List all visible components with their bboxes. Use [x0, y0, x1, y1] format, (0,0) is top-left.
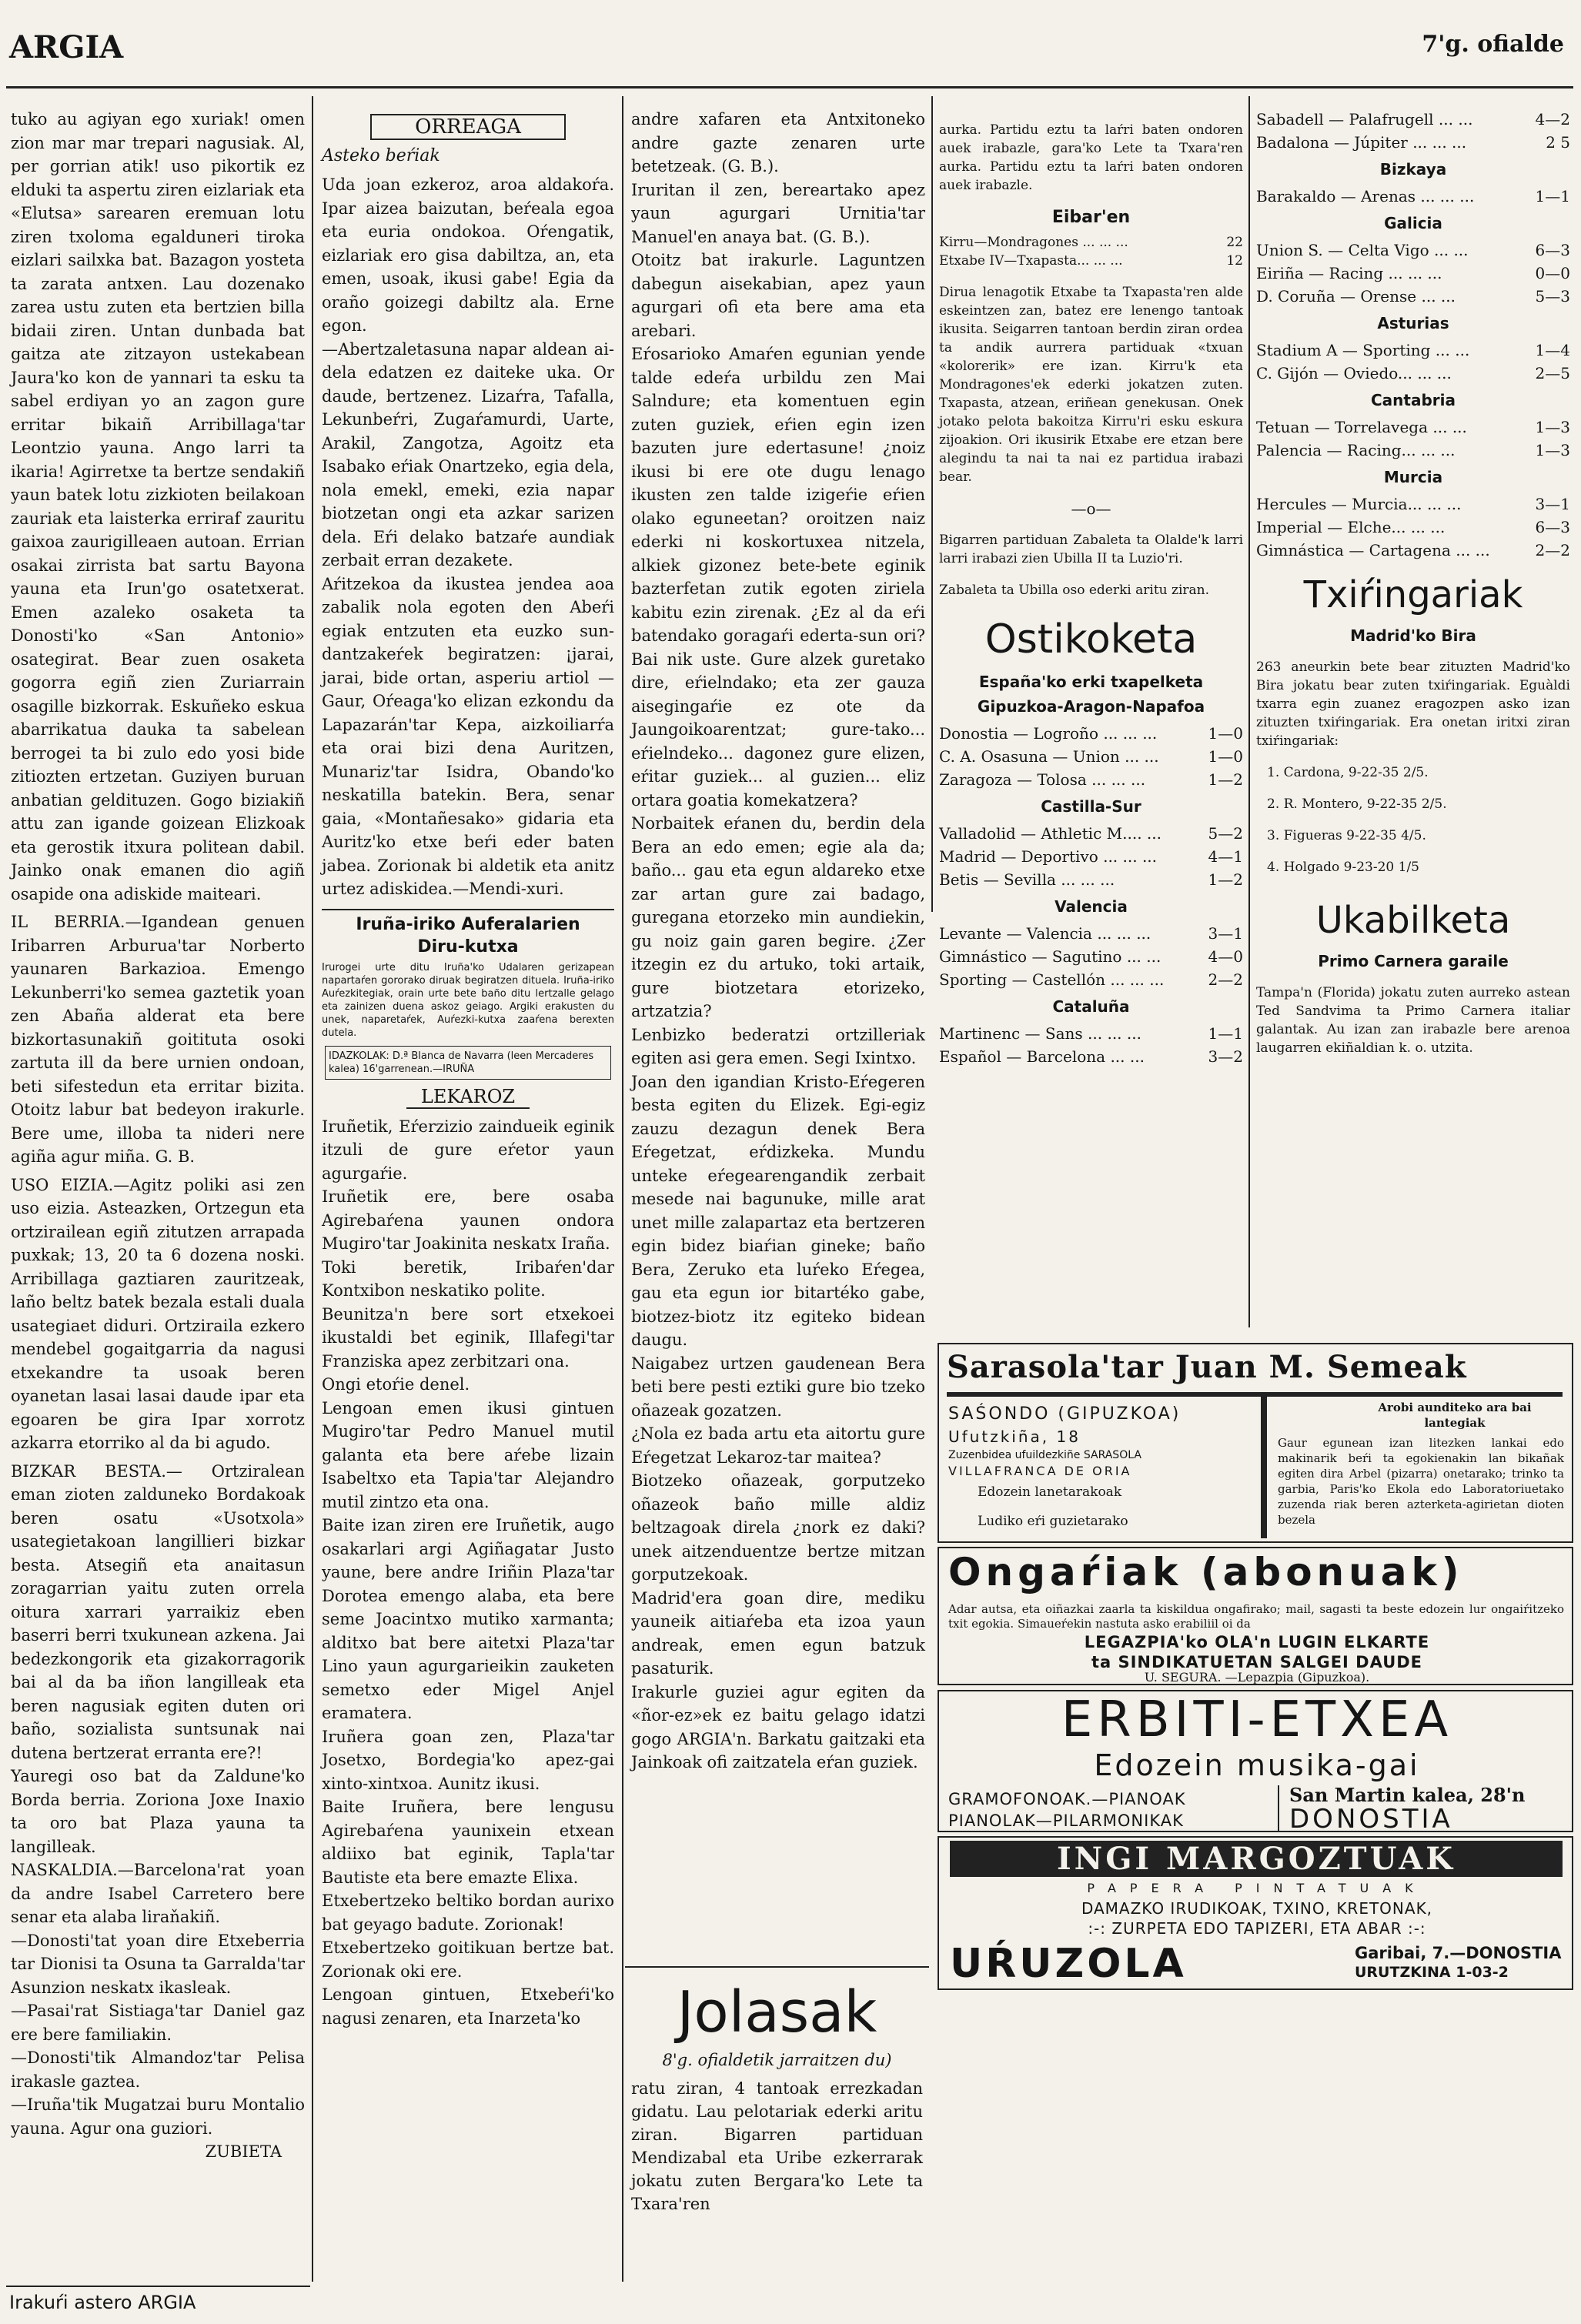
- ad-title: Sarasola'tar Juan M. Semeak: [947, 1349, 1467, 1385]
- ad-text: Zuzenbidea ufuildezkiñe SARASOLA: [948, 1449, 1141, 1461]
- article-paragraph: —Abertzaletasuna napar aldean ai-dela edatzen ez daiteke uka. Or daude, bertzenez. Lizaŕra, Tafalla, Lekunbeŕri, Zugaŕamurdi, Uarte, Arakil, Zangotza, Agoitz eta Isabako eŕiak Onartzeko, egia dela, nola emekl, emeki, ezia napar biotzetan ongi eta azkar sarizen dela. Eŕi delako batzaŕe aundiak zerbait erran dezakete.: [322, 339, 614, 569]
- article-paragraph: Naigabez urtzen gaudenean Bera beti bere pesti eztiki gure bio tzeko oñazeak gozatzen.: [631, 1354, 925, 1420]
- section-title: Eibar'en: [1051, 208, 1131, 227]
- result-row: Eiriña — Racing ... ... ... 0—0: [1256, 264, 1570, 282]
- box-title: Iruña-iriko Auferalarien: [356, 914, 580, 934]
- group-title: Gipuzkoa-Aragon-Napafoa: [977, 697, 1205, 716]
- article-paragraph: Baite izan ziren ere Iruñetik, augo osakarlari argi Agiñagatar Justo yaune, bere andre Iriñin Plaza'tar Dorotea emengo alaba, eta bere seme Joacintxo mutiko xarmanta; alditxo bat bere aitetxi Plaza'tar Lino yaun agurgarieikin zauketen semetxo eder Migel Anjel eramatera.: [322, 1516, 614, 1722]
- ad-text: Gaur egunean izan litezken lankai edo makinarik beŕi ta egokienakin lan bikañak egiten dira Arbel (pizarra) onetarako; trinko ta garbia, Paris'ko Ekola edo Laboratoriuetako zuzenda riak beren azterketa-agirietan dioten bezela: [1278, 1436, 1564, 1527]
- ad-text: Edozein lanetarakoak: [978, 1484, 1122, 1500]
- group-title: Galicia: [1384, 214, 1442, 232]
- result-row: Zaragoza — Tolosa ... ... ... 1—2: [939, 770, 1243, 789]
- column-rule: [931, 96, 933, 912]
- result-row: Kirru—Mondragones ... ... ... 22: [939, 235, 1243, 250]
- article-paragraph: Iruñetik, Eŕerzizio zaindueik eginik itzuli de gure eŕetor yaun agurgaŕie.: [322, 1117, 614, 1183]
- ad-sarasola: [938, 1343, 1573, 1543]
- section-title: Jolasak: [677, 1979, 877, 2045]
- article-paragraph: ratu ziran, 4 tantoak errezkadan gidatu. Lau pelotariak ederki aritu ziran. Bigarren partiduan Mendizabal eta Uribe ezkerrarak jokatu zuten Bergara'ko Lete ta Txara'ren: [631, 2079, 923, 2213]
- group-title: Castilla-Sur: [1041, 797, 1141, 816]
- article-paragraph: USO EIZIA.—Agitz poliki asi zen uso eizia. Asteazken, Ortzegun eta ortzirailean egiñ zitutzen arrapada puxkak; 13, 20 ta 6 dozena noski. Arribillaga gaztiaren zauritzeak, laño beltz batek bezala estali duala usategiaet diduri. Ortziraila ezkero mendebel gogaitgarria da nagusi etxekandre ta usoak beren oyanetan lasai lasai daude ipar eta egoaren be gira Ipar xorrotz azkarra etorriko al da bi agudo.: [11, 1175, 305, 1452]
- section-subtitle: Primo Carnera garaile: [1318, 952, 1509, 970]
- ad-ongariak: [938, 1547, 1573, 1685]
- article-paragraph: aurka. Partidu eztu ta laŕri baten ondoren auek irabazle, gara'ko Lete ta Txara'ren aurka. Partidu eztu ta laŕri baten ondoren auek irabazle.: [939, 122, 1243, 193]
- column-rule: [312, 96, 313, 2282]
- article-paragraph: Bigarren partiduan Zabaleta ta Olalde'k larri larri irabazi zien Ubilla II ta Luzio'ri.: [939, 533, 1243, 566]
- article-paragraph: ¿Nola ez bada artu eta aitortu gure Eŕegetzat Lekaroz-tar maitea?: [631, 1424, 925, 1467]
- article-paragraph: BIZKAR BESTA.— Ortziralean eman zioten zalduneko Bordakoak beren osatu «Usotxola» usategietakoan langillieri bizkar besta. Atsegiñ eta anaitasun zoragarrian yaitu zuten orrela oitura xarrari yarraikiz eben baserri berri txukunean azkena. Jai bedezkongorik eta gizakorragorik bai al da ba iñon langilleak eta beren nagusiak egiten duten ori baño, sozialista suntsunak nai dutena bertzerat erranta ere?!: [11, 1461, 305, 1762]
- ad-text: SAŚONDO (GIPUZKOA): [948, 1404, 1182, 1424]
- article-paragraph: —Donosti'tat yoan dire Etxeberria tar Dionisi ta Osuna ta Garralda'tar Asunzion neskatx ikasleak.: [11, 1931, 305, 1997]
- result-row: Valladolid — Athletic M.... ... 5—2: [939, 824, 1243, 843]
- article-paragraph: Etxebertzeko beltiko bordan aurixo bat geyago badute. Zorionak!: [322, 1892, 614, 1934]
- section-title: Ostikoketa: [984, 616, 1198, 663]
- ad-text: Garibai, 7.—DONOSTIA: [1355, 1944, 1562, 1962]
- ranking-item: 1. Cardona, 9-22-35 2/5.: [1267, 765, 1429, 780]
- article-paragraph: Lengoan gintuen, Etxebeŕi'ko nagusi zenaren, eta Inarzeta'ko: [322, 1985, 614, 2028]
- result-row: Tetuan — Torrelavega ... ... 1—3: [1256, 418, 1570, 436]
- article-paragraph: Iruñetik ere, bere osaba Agirebaŕena yaunen ondora Mugiro'tar Joakinita neskatx Iraña.: [322, 1187, 614, 1253]
- ad-text: PIANOLAK—PILARMONIKAK: [948, 1811, 1184, 1830]
- article-paragraph: Lengoan emen ikusi gintuen Mugiro'tar Pedro Manuel mutil galanta eta bere aŕebe lizain Isabeltxo eta Tapia'tar Alejandro mutil zintzo eta ona.: [322, 1398, 614, 1511]
- ranking-item: 3. Figueras 9-22-35 4/5.: [1267, 828, 1426, 843]
- ad-erbiti: [938, 1690, 1573, 1835]
- column-1: [11, 108, 305, 2270]
- ad-text: Ludiko eŕi guzietarako: [978, 1514, 1128, 1529]
- article-paragraph: Yauregi oso bat da Zaldune'ko Borda berria. Zoriona Joxe Inaxio ta oro bat Plaza yauna ta langilleak.: [11, 1767, 305, 1856]
- article-paragraph: Eŕosarioko Amaŕen egunian yende talde edeŕa urbildu zen Mai Salndure; eta komentuen egin zuten guziek, eŕien egin izen bazuten jure edertasune! ¿noiz ikusi bi ere ote dugu lenago ikusten zen talde izigeŕie eŕien olako eguneetan? oroitzen naiz ederki ni koskortuxea nitzela, alkiek gizonez bete-bete eginik bazterfetan zutik egoten ziriela kabitu ezin zirenak. ¿Ez al da eŕi batendako goragaŕi ederta-sun ori? Bai nik uste. Gure alzek guretako dire, eŕielndako; eta zer gauza aisegingaŕie ez ote da Jaungoikoarentzat; gure-tako... eŕielndeko... dagonez gure elizen, eŕitar guziek... al guzien... eliz ortara goatia komekatzera?: [631, 345, 925, 810]
- article-paragraph: Biotzeko oñazeak, gorputzeko oñazeok baño mille aldiz beltzagoak direla ¿nork ez daki? unek aitzenduentze bertze mitzan gorputzekoak.: [631, 1471, 925, 1584]
- article-paragraph: tuko au agiyan ego xuriak! omen zion mar mar trepari nagusiak. Al, per gorrian atik! uso pikortik ez elduki ta aspertu ziren eizlariak eta «Elutsa» sarearen eremuan lotu ziren txoloma egalduneri tiroka eizlari sailxka bat. Bazagon yosteta ta zarata antxen. Lau dozenako zarea ustu zuten eta bertzien billa bidaii ziren. Untan dunbada bat gaitza ate zitzayon ustekabean Jaura'ko kon de yannari ta esku ta sabel erdiyan yo an zagon gure erritar bikaiñ Arribillaga'tar Leontzio yauna. Ango larri ta ikaria! Agirretxe ta bertze sendakiñ yaun batek lotu zizkioten beilakoan zauriak eta laisterka erriraf zauritu gaixoa zaurigilleaen autoan. Errian osakai zirrista bat sartu Bayona yauna eta Irun'go osatetxerat. Emen azaleko osaketa ta Donosti'ko «San Antonio» osategirat. Bear zuen osaketa gogorra egiñ zien Zuriarrain osagille bizkorrak. Eskuñeko eskua abarrikatua dauka ta sabelean berrogei ta bi zulo edo yosi bide zitiozten ertzetan. Guziyen buruan anbatian geldituzen. Gogo biziakiñ attu zan igande goizean Elizkoak eta gerostik itxura politean dabil. Jainko onak emanen dio agiñ osapide ona adiskide maiteari.: [11, 110, 305, 903]
- result-row: Imperial — Elche... ... ... 6—3: [1256, 518, 1570, 536]
- result-row: Badalona — Júpiter ... ... ... 2 5: [1256, 133, 1570, 152]
- box-text: Irurogei urte ditu Iruña'ko Udalaren gerizapean napartaŕen gororako diruak begiratzen dituela. Iruña-iriko Auŕezkitegiak, orain urte bete baño ditu lertzalle gelago eta zainizen duena askoz geiago. Argiki erakusten du unek, naparetaŕek, Auŕezki-kutxa zaaŕena berexten dutela.: [322, 961, 614, 1039]
- article-paragraph: Beunitza'n bere sort etxekoei ikustaldi bet eginik, Illafegi'tar Franziska apez zerbitzari ona.: [322, 1304, 614, 1371]
- article-paragraph: —Donosti'tik Almandoz'tar Pelisa irakasle gaztea.: [11, 2049, 305, 2091]
- article-subtitle: Asteko beŕiak: [322, 146, 440, 165]
- article-signature: ZUBIETA: [205, 2142, 282, 2161]
- section-title: Txiŕingariak: [1303, 573, 1523, 616]
- article-paragraph: Toki beretik, Iribaŕen'dar Kontxibon neskatiko polite.: [322, 1257, 614, 1300]
- column-4: aurka. Partidu eztu ta laŕri baten ondoren auek irabazle, gara'ko Lete ta Txara'ren aurka. Partidu eztu ta laŕri baten ondoren auek irabazle. Eibar'en Kirru—Mondragones ... ... ... 22 Etxabe IV—Txapasta... ... ... 12 Dirua lenagotik Etxabe ta Txapasta'ren alde eskeintzen zan, batez ere lenengo tantoak ikusita. Seigarren tantoan berdin ziran ordea ta andik aurrera partiduak «txuan «kolorerik» ere izan. Kirru'k eta Mondragones'ek ederki jokatzen zuten. Txapasta, atzean, eriñean genekusan. Onek jotako pelota bakoitza Kirru'ri esku eskura zijoakion. Ori ikusirik Etxabe ere etzan bere alegindu ta nai ta nai ez partidua irabazi bear. —o— Bigarren partiduan Zabaleta ta Olalde'k larri larri irabazi zien Ubilla II ta Luzio'ri. Zabaleta ta Ubilla oso ederki aritu ziran. Ostikoketa España'ko erki txapelketa Gipuzkoa-Aragon-Napafoa Donostia — Logroño ... ... ... 1—0 C. A. Osasuna — Union ... ... 1—0 Zaragoza — Tolosa ... ... ... 1—2 Castilla-Sur Valladolid — Athletic M.... ... 5—2 Madrid — Deportivo ... ... ... 4—1 Betis — Sevilla ... ... ... 1—2 Valencia Levante — Valencia ... ... ... 3—1 Gimnástico — Sagutino ... ... 4—0 Sporting — Castellón ... ... ... 2—2 Cataluña Martinenc — Sans ... ... ... 1—1 Español — Barcelona ... ... 3—2: [939, 108, 1243, 916]
- article-paragraph: Otoitz bat irakurle. Laguntzen dabegun aisekabian, apez yaun agurgari ofi eta bere ama eta arebari.: [631, 251, 925, 340]
- ad-name: UŔUZOLA: [950, 1941, 1187, 1987]
- ad-text: San Martin kalea, 28'n: [1289, 1784, 1526, 1806]
- ad-subtitle: Arobi aunditeko ara bai lantegiak: [1378, 1401, 1532, 1430]
- ad-text: Ufutzkiña, 18: [948, 1427, 1081, 1446]
- column-rule: [1248, 96, 1250, 1327]
- group-title: Bizkaya: [1379, 160, 1447, 179]
- article-paragraph: Norbaitek eŕanen du, berdin dela Bera an edo emen; egie ala da; baño... gau eta egun aldareko etxe zar artan gure zai badago, guregana etorzeko min aundiekin, gu noiz gain garen begire. ¿Zer itzegin ez du artuko, toki artaik, gure biotzetara etorizeko, artzatzia?: [631, 814, 925, 1020]
- ad-text: LEGAZPIA'ko OLA'n LUGIN ELKARTE: [1084, 1633, 1430, 1651]
- article-paragraph: Uda joan ezkeroz, aroa aldakoŕa. Ipar aizea baizutan, beŕeala egoa eta euria ondokoa. Oŕengatik, eizlariak ero gisa dabiltza, an, eta emen, usoak, ikusi gabe! Egia da oraño goizegi dabiltz ala. Erne egon.: [322, 175, 614, 335]
- section-subtitle: 8'g. ofialdetik jarraitzen du): [662, 2051, 892, 2069]
- ad-title: ERBITI-ETXEA: [1061, 1691, 1453, 1748]
- ad-text: URUTZKINA 1-03-2: [1355, 1964, 1509, 1981]
- article-paragraph: Iruritan il zen, bereartako apez yaun agurgari Urnitia'tar Manuel'en anaya bat. (G. B.).: [631, 180, 925, 246]
- ad-text: DONOSTIA: [1289, 1804, 1453, 1835]
- result-row: C. A. Osasuna — Union ... ... 1—0: [939, 747, 1243, 766]
- article-paragraph: Ongi etoŕie denel.: [322, 1375, 470, 1394]
- result-row: Palencia — Racing... ... ... 1—3: [1256, 441, 1570, 459]
- article-paragraph: Iruñera goan zen, Plaza'tar Josetxo, Bordegia'ko apez-gai xinto-xintxoa. Aunitz ikusi.: [322, 1727, 614, 1793]
- result-row: Español — Barcelona ... ... 3—2: [939, 1047, 1243, 1066]
- ad-text: GRAMOFONOAK.—PIANOAK: [948, 1790, 1186, 1808]
- jolasak-section: [625, 1966, 929, 2239]
- article-paragraph: —Pasai'rat Sistiaga'tar Daniel gaz ere bere familiakin.: [11, 2002, 305, 2044]
- result-row: Sporting — Castellón ... ... ... 2—2: [939, 970, 1243, 989]
- column-5: [1256, 108, 1570, 1339]
- group-title: Asturias: [1377, 314, 1449, 332]
- result-row: Etxabe IV—Txapasta... ... ... 12: [939, 253, 1243, 269]
- column-3: [631, 108, 925, 2286]
- footer-text: Irakuŕi astero ARGIA: [9, 2292, 196, 2313]
- masthead-left: ARGIA: [9, 29, 124, 65]
- ad-uruzola: [938, 1836, 1573, 1990]
- result-row: Gimnástica — Cartagena ... ... 2—2: [1256, 541, 1570, 559]
- ad-text: Adar autsa, eta oiñazkai zaarla ta kiskildua ongafirako; mail, sagasti ta beste edozein lur ongaiŕitzeko txit egokia. Simaueŕekin nastuta asko erabiliil oi da: [948, 1602, 1564, 1631]
- result-row: Union S. — Celta Vigo ... ... 6—3: [1256, 241, 1570, 259]
- footer-rule: [6, 2286, 310, 2287]
- article-paragraph: —Iruña'tik Mugatzai buru Montalio yauna. Agur ona guziori.: [11, 2095, 305, 2138]
- article-paragraph: Dirua lenagotik Etxabe ta Txapasta'ren alde eskeintzen zan, batez ere lenengo tantoak ikusita. Seigarren tantoan berdin ziran ordea ta andik aurrera partiduak «txuan «kolorerik» ere izan. Kirru'k eta Mondragones'ek ederki jokatzen zuten. Txapasta, atzean, eriñean genekusan. Onek jotako pelota bakoitza Kirru'ri esku eskura zijoakion. Ori ikusirik Etxabe ere etzan bere alegindu ta nai ta nai ez partidua irabazi bear.: [939, 285, 1243, 485]
- result-row: Donostia — Logroño ... ... ... 1—0: [939, 724, 1243, 743]
- result-row: Gimnástico — Sagutino ... ... 4—0: [939, 947, 1243, 966]
- article-paragraph: Aŕitzekoa da ikustea jendea aoa zabalik nola egoten den Abeŕi egiak entzuten eta euzko sun-dantzakeŕek begiratzen: ¡jarai, jarai, bide ortan, asperiu artiol —Gaur, Oŕeaga'ko elizan ezkondu da Lapazarán'tar Kepa, aizkoiliarŕa eta orai bizi dena Auritzen, Munariz'tar Isidra, Obando'ko neskatilla batekin. Bera, senar gaia, «Montañesako» gidaria eta Auritz'ko etxe beŕi eder baten jabea. Zorionak bi aldetik eta anitz urtez adiskidea.—Mendi-xuri.: [322, 574, 614, 898]
- column-rule: [622, 96, 623, 2282]
- column-2: [322, 108, 614, 2286]
- article-paragraph: Zabaleta ta Ubilla oso ederki aritu ziran.: [939, 583, 1210, 598]
- result-row: Betis — Sevilla ... ... ... 1—2: [939, 870, 1243, 889]
- section-title: Ukabilketa: [1315, 899, 1511, 942]
- ad-title: INGI MARGOZTUAK: [950, 1841, 1563, 1877]
- article-paragraph: Tampa'n (Florida) jokatu zuten aurreko astean Ted Sandvima ta Primo Carnera italiar galantak. Au izan zan irabazle bere arenoa laugarren ekiñaldian k. o. utzita.: [1256, 985, 1570, 1056]
- result-row: Hercules — Murcia... ... ... 3—1: [1256, 495, 1570, 513]
- article-paragraph: NASKALDIA.—Barcelona'rat yoan da andre Isabel Carretero bere senar eta alaba liraňakiñ.: [11, 1861, 305, 1926]
- group-title: Valencia: [1055, 897, 1128, 916]
- ad-title: Ongaŕiak (abonuak): [948, 1550, 1464, 1594]
- ad-text: DAMAZKO IRUDIKOAK, TXINO, KRETONAK,: [1081, 1899, 1433, 1918]
- box-address: IDAZKOLAK: D.ª Blanca de Navarra (leen Mercaderes kalea) 16'garrenean.—IRUÑA: [325, 1046, 611, 1080]
- ad-subtitle: Edozein musika-gai: [1094, 1748, 1420, 1782]
- article-paragraph: Irakurle guziei agur egiten da «ñor-ez»ek ez baitu gelago idatzi gogo ARGIA'n. Barkatu gaitzaki eta Jainkoak ofi zaitzatela eŕan guziek.: [631, 1682, 925, 1771]
- result-row: Sabadell — Palafrugell ... ... 4—2: [1256, 110, 1570, 129]
- ad-text: :-: ZURPETA EDO TAPIZERI, ETA ABAR :-:: [1088, 1919, 1426, 1938]
- result-row: Madrid — Deportivo ... ... ... 4—1: [939, 847, 1243, 866]
- article-paragraph: Lenbizko bederatzi ortzilleriak egiten asi gera emen. Segi Ixintxo.: [631, 1025, 925, 1067]
- result-row: C. Gijón — Oviedo... ... ... 2—5: [1256, 364, 1570, 382]
- page-number: 7'g. ofialde: [1422, 31, 1564, 58]
- group-title: Murcia: [1383, 468, 1443, 486]
- article-paragraph: Joan den igandian Kristo-Eŕegeren besta egiten du Elizek. Egi-egiz zauzu dezagun denek Bera Eŕegetzat, eŕdizkeka. Mundu unteke eŕegearengandik zerbait mesede nai bagunuke, mille arat unet mille zalapartaz eta bertzeren egin bidez biaŕian gineke; baño Bera, Zeruko eta luŕeko Eŕegea, gau eta egun ior bitartéko gabe, biotzez-biotz itz egiteko bidean daugu.: [631, 1072, 925, 1349]
- result-row: Martinenc — Sans ... ... ... 1—1: [939, 1024, 1243, 1043]
- result-row: Stadium A — Sporting ... ... 1—4: [1256, 341, 1570, 359]
- result-row: Levante — Valencia ... ... ... 3—1: [939, 924, 1243, 943]
- article-paragraph: 263 aneurkin bete bear zituzten Madrid'ko Bira jokatu bear zuten txiŕingariak. Eguàldi txarra egin zuanez eragozpen asko izan zituzten txiŕingariak. Era onetan iritxi ziran txiŕingariak:: [1256, 659, 1570, 749]
- ad-subtitle: PAPERA PINTATUAK: [1087, 1881, 1427, 1895]
- article-paragraph: Madrid'era goan dire, mediku yauneik aitiaŕeba eta izoa yaun andreak, emen egun batzuk pasaturik.: [631, 1588, 925, 1678]
- section-subtitle: España'ko erki txapelketa: [978, 673, 1204, 691]
- ad-text: VILLAFRANCA DE ORIA: [948, 1464, 1132, 1478]
- section-title: LEKAROZ: [406, 1086, 530, 1109]
- section-subtitle: Madrid'ko Bira: [1350, 626, 1476, 645]
- ranking-item: 2. R. Montero, 9-22-35 2/5.: [1267, 796, 1447, 812]
- result-row: D. Coruña — Orense ... ... 5—3: [1256, 287, 1570, 306]
- group-title: Cataluña: [1052, 997, 1130, 1016]
- ad-text: U. SEGURA. —Lepazpia (Gipuzkoa).: [1144, 1670, 1370, 1685]
- article-paragraph: Etxebertzeko goitikuan bertze bat. Zorionak oki ere.: [322, 1938, 614, 1981]
- article-title: ORREAGA: [370, 114, 566, 140]
- article-paragraph: IL BERRIA.—Igandean genuen Iribarren Arburua'tar Norberto yaunaren Barkazioa. Emengo Lekunberri'ko semea gaztetik yoan zen Abaña alderat eta bere bizkortasunakiñ goitituta osoki zartuta ill da bere urnien ondoan, beti sifestedun eta erritar bizita. Otoitz labur bat bedeyon irakurle. Bere ume, illoba ta nideri nere agiña agur miña. G. B.: [11, 913, 305, 1166]
- ad-text: ta SINDIKATUETAN SALGEI DAUDE: [1091, 1653, 1423, 1671]
- box-subtitle: Diru-kutxa: [417, 937, 519, 957]
- article-paragraph: andre xafaren eta Antxitoneko andre gazte zenaren urte betetzeak. (G. B.).: [631, 110, 925, 175]
- article-paragraph: Baite Iruñera, bere lengusu Agirebaŕena yaunixein etxean aldiixo bat eginik, Tapla'tar Bautiste eta bere emazte Elixa.: [322, 1798, 614, 1887]
- header-rule: [6, 86, 1573, 88]
- ranking-item: 4. Holgado 9-23-20 1/5: [1267, 860, 1419, 875]
- result-row: Barakaldo — Arenas ... ... ... 1—1: [1256, 187, 1570, 205]
- group-title: Cantabria: [1371, 391, 1456, 409]
